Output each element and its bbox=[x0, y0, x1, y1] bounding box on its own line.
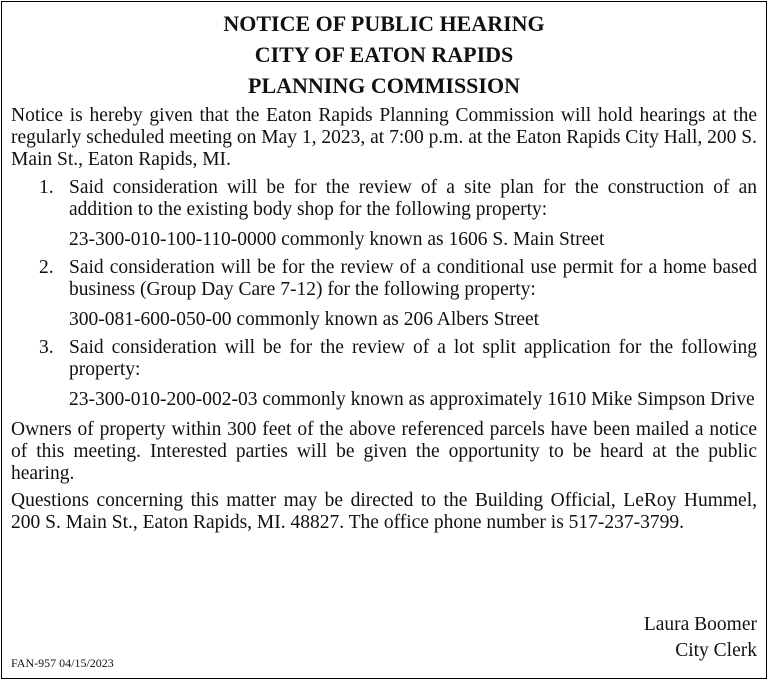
publication-code: FAN-957 04/15/2023 bbox=[11, 656, 114, 670]
signatory-name: Laura Boomer bbox=[643, 614, 757, 635]
item-number: 3. bbox=[39, 337, 54, 358]
item-parcel: 300-081-600-050-00 commonly known as 206 Albers Street bbox=[69, 309, 540, 330]
owners-paragraph: Owners of property within 300 feet of the above referenced parcels have been mailed a notice of this meeting. Interested parties will be given the opportunity to be heard at the public hearing. bbox=[11, 419, 757, 484]
signature-block bbox=[644, 612, 757, 664]
public-notice bbox=[1, 1, 767, 679]
hearing-item bbox=[11, 177, 757, 251]
header-line-3: PLANNING COMMISSION bbox=[248, 73, 520, 98]
hearing-item bbox=[11, 257, 757, 331]
intro-paragraph: Notice is hereby given that the Eaton Rapids Planning Commission will hold hearings at the regularly scheduled meeting on May 1, 2023, at 7:00 p.m. at the Eaton Rapids City Hall, 200 S. Main St., Eaton Rapids, MI. bbox=[11, 105, 757, 170]
item-number: 1. bbox=[39, 177, 54, 198]
item-description: Said consideration will be for the review of a conditional use permit for a home based business (Group Day Care 7-12) for the following property: bbox=[69, 257, 757, 300]
header-line-1: NOTICE OF PUBLIC HEARING bbox=[223, 11, 545, 36]
item-parcel: 23-300-010-200-002-03 commonly known as approximately 1610 Mike Simpson Drive bbox=[69, 389, 755, 410]
item-number: 2. bbox=[39, 257, 54, 278]
item-parcel: 23-300-010-100-110-0000 commonly known as 1606 S. Main Street bbox=[69, 229, 605, 250]
item-description: Said consideration will be for the review of a lot split application for the following property: bbox=[69, 337, 757, 380]
hearing-item bbox=[11, 337, 757, 411]
questions-paragraph: Questions concerning this matter may be directed to the Building Official, LeRoy Hummel, 200 S. Main St., Eaton Rapids, MI. 48827. The office phone number is 517-237-3799. bbox=[11, 490, 757, 533]
header-line-2: CITY OF EATON RAPIDS bbox=[254, 42, 514, 67]
hearing-items-list bbox=[11, 177, 757, 411]
notice-header bbox=[11, 8, 757, 101]
item-description: Said consideration will be for the review of a site plan for the construction of an addition to the existing body shop for the following property: bbox=[69, 177, 757, 220]
signatory-title: City Clerk bbox=[675, 640, 757, 661]
